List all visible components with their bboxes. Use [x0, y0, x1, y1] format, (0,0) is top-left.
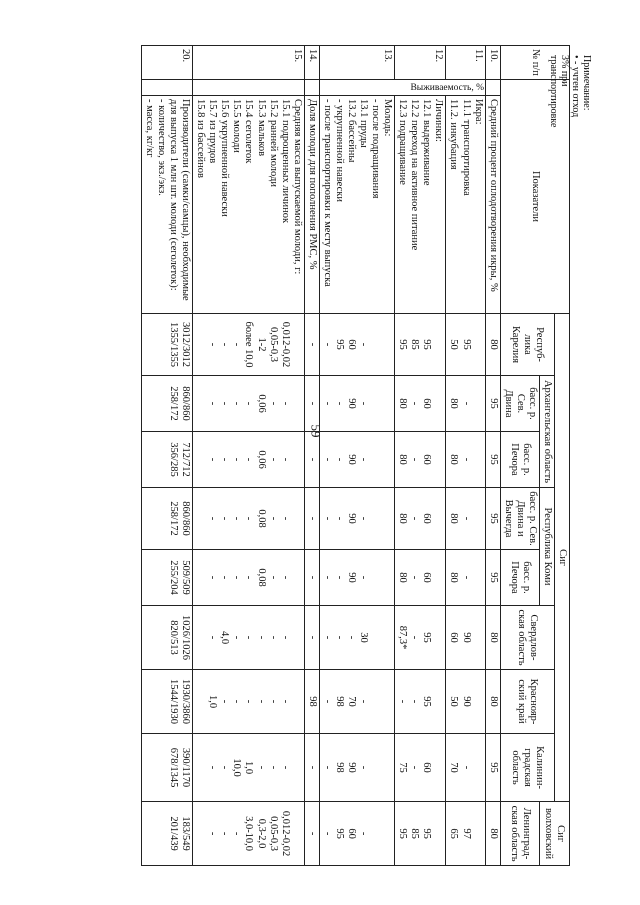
value-cell: 95	[485, 734, 500, 802]
value-cell: - - 0,08 - - - -	[193, 550, 305, 606]
value-cell: - - - 1,0 10,0 - -	[193, 734, 305, 802]
side-cell	[193, 80, 305, 96]
value-cell: - - 0,06 - - - -	[193, 376, 305, 432]
value-cell: - 90 - -	[319, 550, 394, 606]
row-number: 10.	[485, 46, 500, 80]
col-karelia: Респуб-лика Карелия	[500, 314, 554, 376]
col-komi: Республика Коми	[539, 488, 554, 606]
value-cell: - 80	[446, 376, 485, 432]
row-label: Доля молоди для пополнения РМС, %	[304, 96, 319, 314]
side-cell	[485, 80, 500, 96]
value-cell: - 90 98 -	[319, 734, 394, 802]
value-cell: 0,012-0,02 0,05-0,3 0,3-2,0 3,0-10,0 - - -	[193, 802, 305, 866]
row-label: Личинки: 12.1 выдерживание 12.2 переход на активное питание 12.3 подращивание	[395, 96, 446, 314]
value-cell: - 80	[446, 488, 485, 550]
value-cell: - - 0,06 - - - -	[193, 432, 305, 488]
rotated-table-container	[110, 45, 570, 865]
col-sig: Сиг	[554, 314, 569, 802]
value-cell: 712/712 356/285	[141, 432, 192, 488]
value-cell: - 80	[446, 550, 485, 606]
value-cell: - 60 95 -	[319, 314, 394, 376]
table-row	[446, 46, 485, 866]
col-kaliningrad: Калинин-градская область	[500, 734, 554, 802]
data-table	[141, 45, 570, 866]
side-cell	[141, 80, 192, 96]
value-cell: -	[304, 802, 319, 866]
value-cell: 3012/3012 1355/1355	[141, 314, 192, 376]
value-cell: - 90 - -	[319, 432, 394, 488]
value-cell: -	[304, 488, 319, 550]
row-label: Производители (самки/самцы), необходимые для выпуска 1 млн шт. молоди (сеголеток): - количество, экз./экз. - масса, кг/кг	[141, 96, 192, 314]
row-number: 13.	[319, 46, 394, 80]
table-row	[193, 46, 305, 866]
value-cell: 95 85 95	[395, 802, 446, 866]
value-cell: 390/1170 678/1345	[141, 734, 192, 802]
row-label: Средняя масса выпускаемой молоди, г: 15.1 подрощенных личинок 15.2 ранней молоди 15.3 мальков 15.4 сеголеток 15.5 молоди 15.6 укрупненной навески 15.7 из прудов 15.8 из бассейнов	[193, 96, 305, 314]
value-cell: 60 - 80	[395, 550, 446, 606]
value-cell: 1026/1026 820/513	[141, 606, 192, 670]
value-cell: - 60 95 -	[319, 802, 394, 866]
value-cell: 95 50	[446, 314, 485, 376]
side-cell	[304, 80, 319, 96]
value-cell: - 90 - -	[319, 376, 394, 432]
value-cell: 509/509 255/204	[141, 550, 192, 606]
value-cell: 95	[485, 432, 500, 488]
value-cell: 860/860 258/172	[141, 488, 192, 550]
value-cell: - 90 - -	[319, 488, 394, 550]
col-komi-pechora: басс. р. Печора	[500, 550, 539, 606]
value-cell: 95	[485, 488, 500, 550]
value-cell: 80	[485, 606, 500, 670]
table-body	[141, 46, 500, 866]
col-sverdlovsk: Свердлов-ская область	[500, 606, 554, 670]
value-cell: 60 - 80	[395, 488, 446, 550]
value-cell: -	[304, 314, 319, 376]
table-row	[485, 46, 500, 866]
value-cell: 90 60	[446, 606, 485, 670]
col-arkhangelsk: Архангельская область	[539, 376, 554, 488]
table-row	[141, 46, 192, 866]
value-cell: -	[304, 606, 319, 670]
value-cell: -	[304, 376, 319, 432]
value-cell: -	[304, 550, 319, 606]
value-cell: 1930/3860 1544/1930	[141, 670, 192, 734]
value-cell: 60 - 80	[395, 432, 446, 488]
side-label: Выживаемость, %	[410, 83, 484, 93]
col-indicator: Показатели	[500, 80, 569, 314]
value-cell: 95 - -	[395, 670, 446, 734]
row-number: 12.	[395, 46, 446, 80]
value-cell: -	[304, 432, 319, 488]
value-cell: 60 - 80	[395, 376, 446, 432]
value-cell: 183/549 201/439	[141, 802, 192, 866]
col-leningrad: Ленинград-ская область	[500, 802, 539, 866]
row-number: 20.	[141, 46, 192, 80]
side-cell	[319, 80, 485, 96]
value-cell: 80	[485, 802, 500, 866]
value-cell: - - 0,08 - - - -	[193, 488, 305, 550]
footnote: Примечание: • - учтен отход 3% при транспортировке	[548, 55, 592, 128]
row-label: Средний процент оплодотворения икры, %	[485, 96, 500, 314]
value-cell: 95	[485, 550, 500, 606]
value-cell: 97 65	[446, 802, 485, 866]
page-number: 59	[308, 424, 324, 438]
col-arkh-pechora: басс. р. Печора	[500, 432, 539, 488]
row-number: 15.	[193, 46, 305, 80]
value-cell: 95 85 95	[395, 314, 446, 376]
value-cell: - - - - - - 1,0	[193, 670, 305, 734]
value-cell: 0,012-0,02 0,05-0,3 1-2 более 10,0 - - -	[193, 314, 305, 376]
value-cell: - 70	[446, 734, 485, 802]
value-cell: 30 - - -	[319, 606, 394, 670]
value-cell: 860/860 258/172	[141, 376, 192, 432]
table-row	[395, 46, 446, 866]
value-cell: - 70 98 -	[319, 670, 394, 734]
row-label: Молодь: - после подращивания 13.1 пруды 13.2 бассейны - укрупненной навески - после транспортировки к месту выпуска	[319, 96, 394, 314]
value-cell: - - - - - 4,0 -	[193, 606, 305, 670]
row-number: 11.	[446, 46, 485, 80]
table-row	[319, 46, 394, 866]
value-cell: 95 - 87,3*	[395, 606, 446, 670]
value-cell: 98	[304, 670, 319, 734]
value-cell: 95	[485, 376, 500, 432]
col-krasnoyarsk: Краснояр-ский край	[500, 670, 554, 734]
row-label: Икра: 11.1 транспортировка 11.2. инкубация	[446, 96, 485, 314]
value-cell: -	[304, 734, 319, 802]
row-number: 14.	[304, 46, 319, 80]
value-cell: 60 - 75	[395, 734, 446, 802]
col-komi-dvina: басс. р. Сев. Двина и Вычегда	[500, 488, 539, 550]
col-num: № п/п	[500, 46, 569, 80]
value-cell: 90 50	[446, 670, 485, 734]
table-row	[304, 46, 319, 866]
col-sig-volkhov: Сиг волховский	[539, 802, 569, 866]
value-cell: 80	[485, 670, 500, 734]
value-cell: 80	[485, 314, 500, 376]
value-cell: - 80	[446, 432, 485, 488]
col-arkh-dvina: басс. р. Сев. Двина	[500, 376, 539, 432]
